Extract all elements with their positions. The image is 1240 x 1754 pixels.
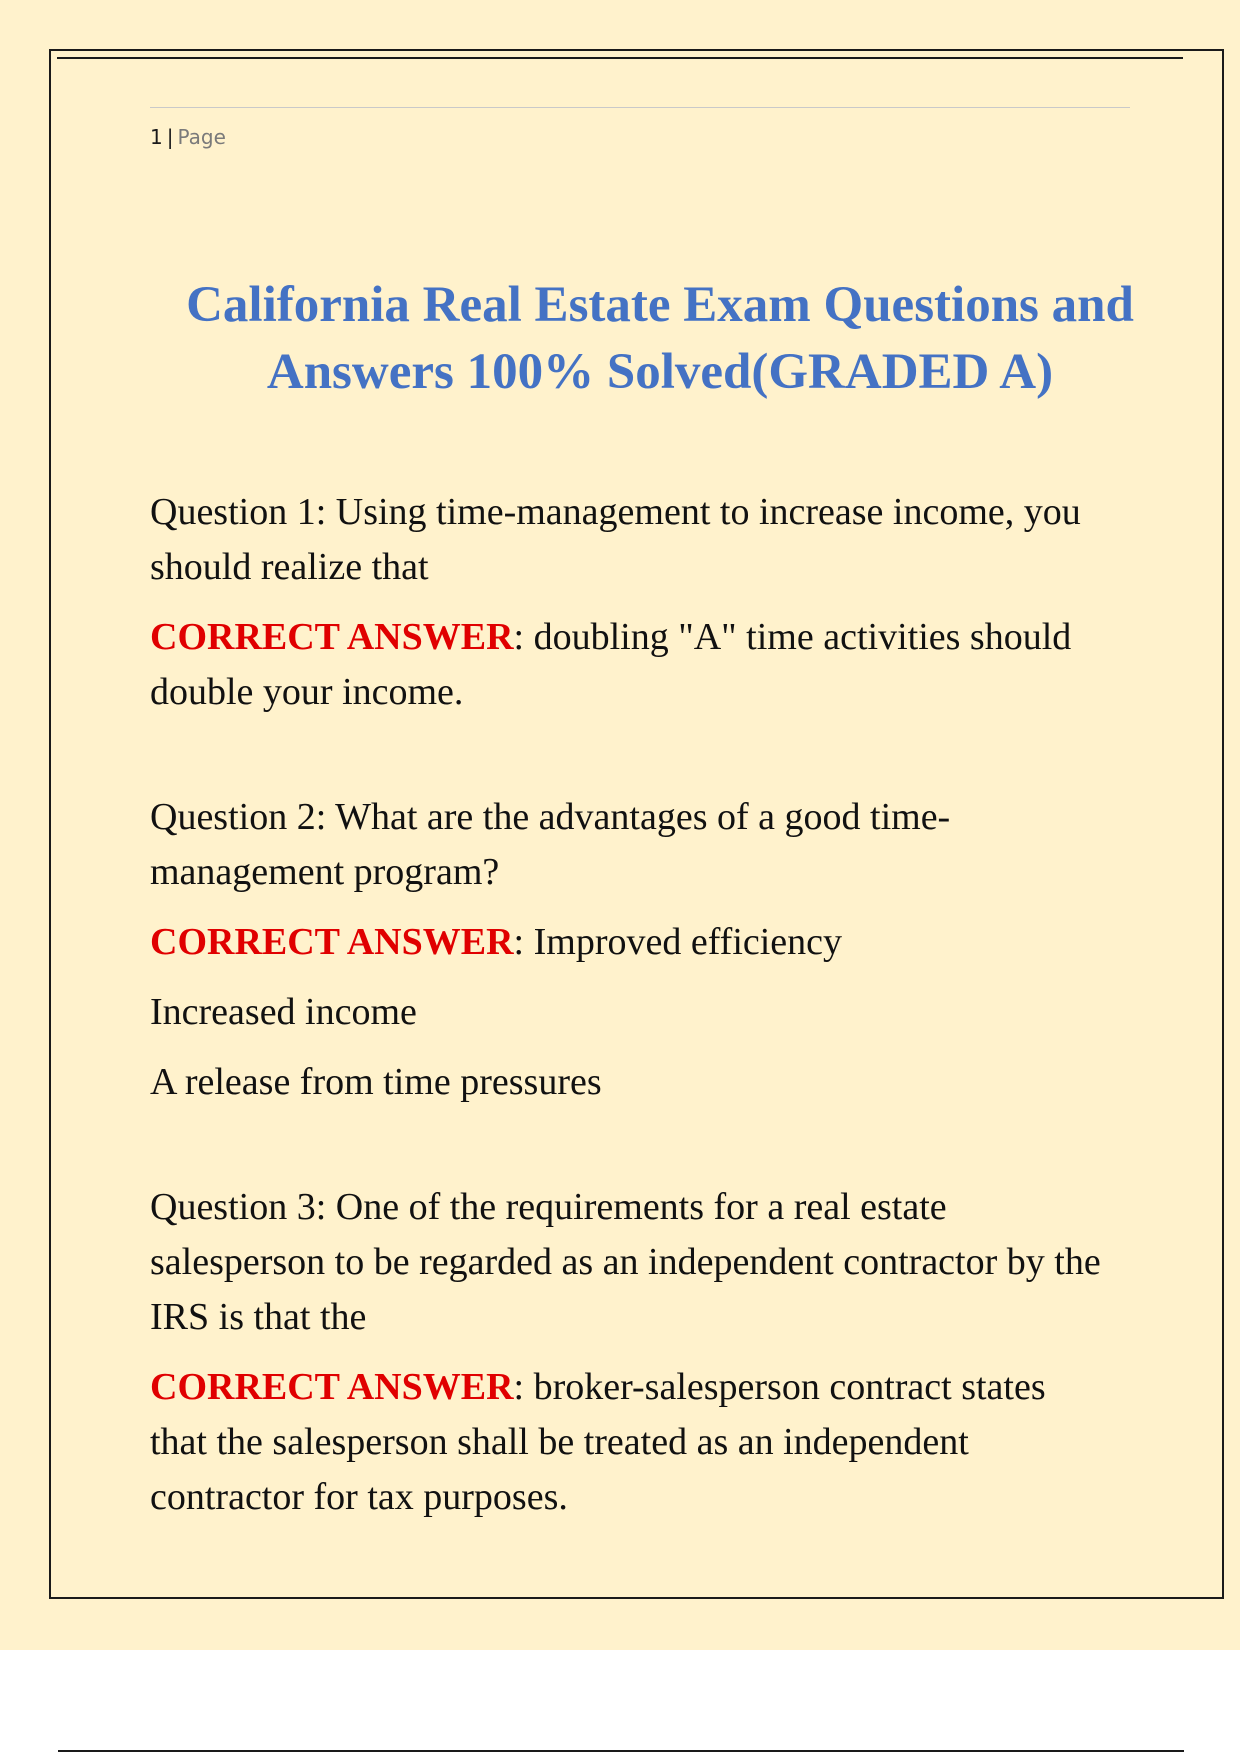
answer-body: : broker-salesperson contract states that the salesperson shall be treated as an independent contractor for tax purposes. <box>150 1366 1046 1518</box>
document-title: California Real Estate Exam Questions and Answers 100% Solved(GRADED A) <box>186 277 1134 400</box>
answer-text <box>150 610 1110 720</box>
correct-answer-label: CORRECT ANSWER <box>150 616 514 658</box>
qa-item-2 <box>150 790 1110 1110</box>
answer-extra-line: Increased income <box>150 991 417 1033</box>
question-text: Question 2: What are the advantages of a good time-management program? <box>150 796 951 893</box>
qa-item-1 <box>150 485 1110 720</box>
page-number-value: 1 <box>150 125 163 149</box>
correct-answer-label: CORRECT ANSWER <box>150 921 514 963</box>
page-number-separator: | <box>166 125 174 149</box>
answer-extra-line: A release from time pressures <box>150 1061 602 1103</box>
page-number-word: Page <box>177 125 226 149</box>
answer-body: : Improved efficiency <box>513 921 843 963</box>
answer-text <box>150 1360 1110 1525</box>
question-text: Question 1: Using time-management to increase income, you should realize that <box>150 491 1081 588</box>
answer-text <box>150 915 1110 970</box>
answer-body: : doubling "A" time activities should double your income. <box>150 616 1072 713</box>
page-number <box>150 124 226 150</box>
question-text: Question 3: One of the requirements for a real estate salesperson to be regarded as an independent contractor by the IRS is that the <box>150 1186 1101 1338</box>
page-border-top-rule <box>57 57 1183 59</box>
qa-content <box>150 485 1110 1540</box>
header-rule <box>150 107 1130 108</box>
qa-item-3 <box>150 1180 1110 1525</box>
next-page-top-rule <box>58 1750 1184 1752</box>
correct-answer-label: CORRECT ANSWER <box>150 1366 514 1408</box>
